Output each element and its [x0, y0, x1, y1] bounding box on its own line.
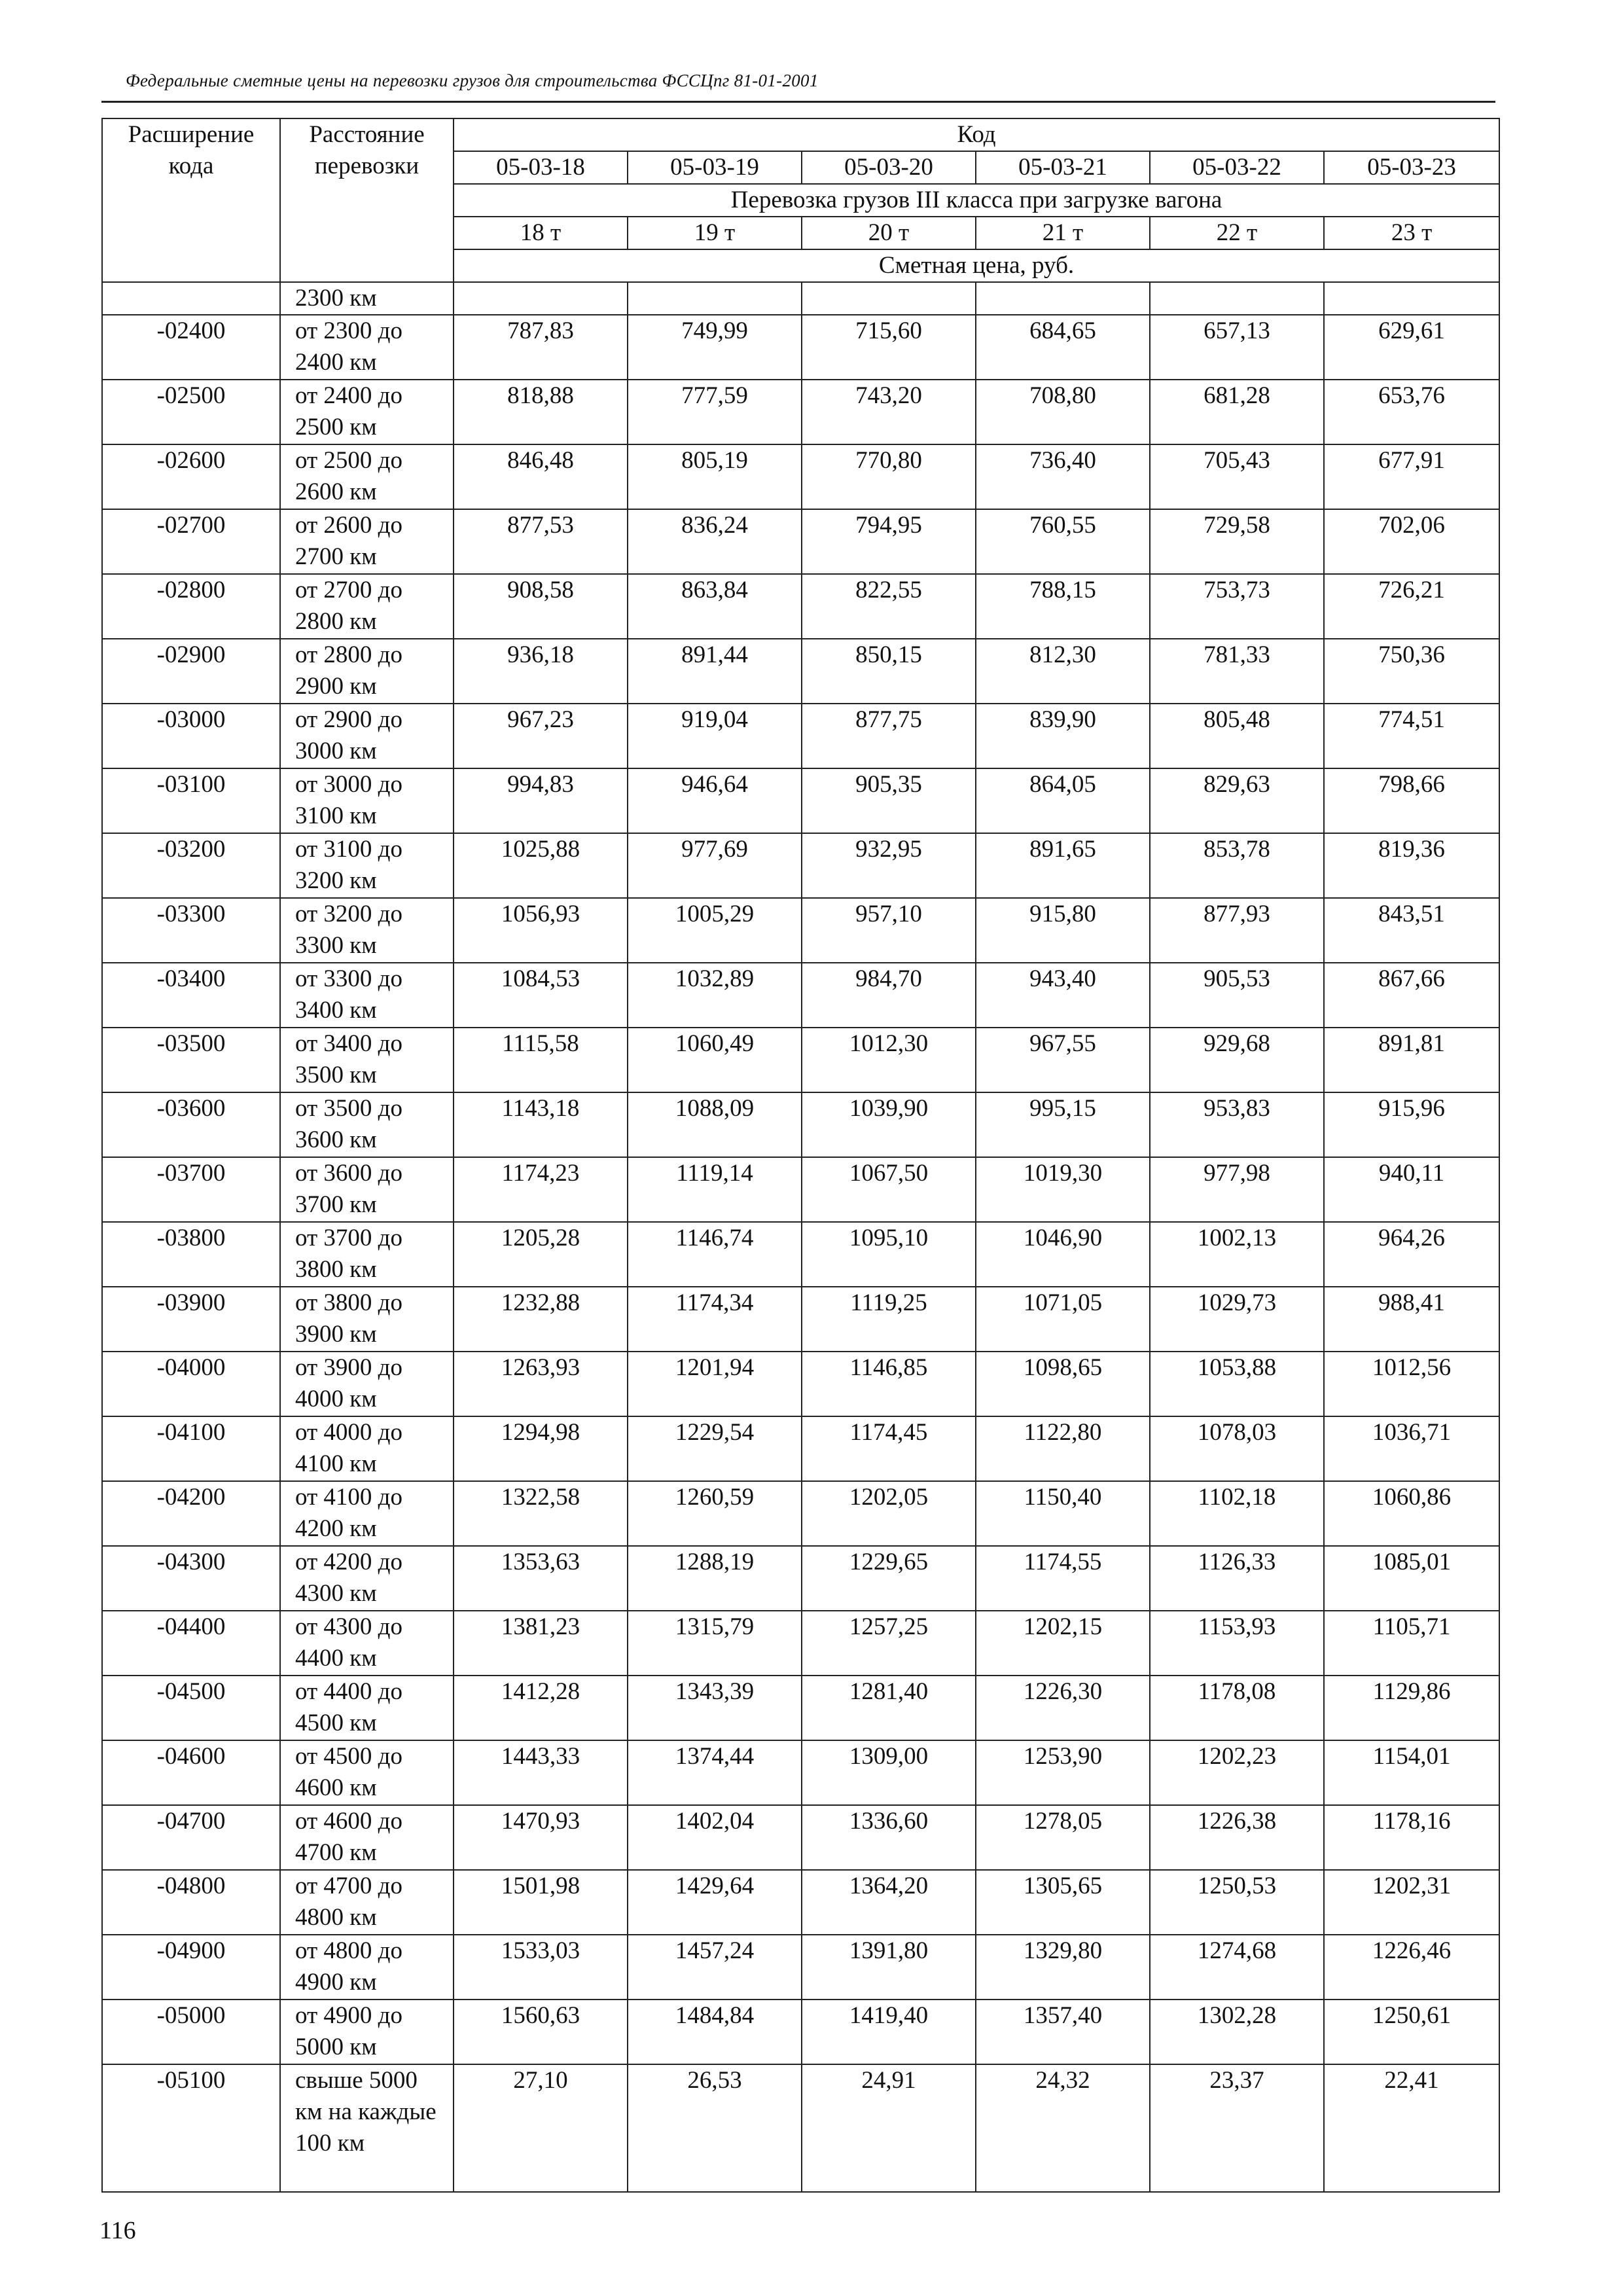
continuation-empty-cell [1324, 282, 1499, 315]
row-ext-code: -03600 [102, 1092, 280, 1157]
row-distance: от 2300 до 2400 км [280, 315, 454, 380]
row-price-cell: 753,73 [1150, 574, 1324, 639]
row-price-cell: 1122,80 [976, 1416, 1150, 1481]
row-price-cell: 1250,53 [1150, 1870, 1324, 1935]
row-distance: от 3600 до 3700 км [280, 1157, 454, 1222]
row-distance: от 3700 до 3800 км [280, 1222, 454, 1287]
running-head: Федеральные сметные цены на перевозки грузов для строительства ФССЦпг 81-01-2001 [126, 71, 819, 90]
row-price-cell: 915,80 [976, 898, 1150, 963]
header-load: 22 т [1150, 217, 1324, 249]
row-price-cell: 1232,88 [454, 1287, 628, 1352]
row-distance: от 2800 до 2900 км [280, 639, 454, 704]
row-price-cell: 1174,34 [628, 1287, 802, 1352]
row-price-cell: 681,28 [1150, 380, 1324, 444]
row-price-cell: 995,15 [976, 1092, 1150, 1157]
table-row [102, 2064, 1499, 2192]
row-distance: от 3200 до 3300 км [280, 898, 454, 963]
row-price-cell: 1226,38 [1150, 1805, 1324, 1870]
table-row [102, 444, 1499, 509]
table-row [102, 1546, 1499, 1611]
row-price-cell: 702,06 [1324, 509, 1499, 574]
row-ext-code: -02900 [102, 639, 280, 704]
row-price-cell: 1143,18 [454, 1092, 628, 1157]
row-price-cell: 788,15 [976, 574, 1150, 639]
row-price-cell: 1098,65 [976, 1352, 1150, 1416]
row-price-cell: 1278,05 [976, 1805, 1150, 1870]
row-price-cell: 1381,23 [454, 1611, 628, 1676]
header-code-label: Код [454, 118, 1499, 151]
table-row [102, 1676, 1499, 1740]
row-price-cell: 1060,49 [628, 1028, 802, 1092]
row-price-cell: 705,43 [1150, 444, 1324, 509]
row-price-cell: 770,80 [802, 444, 976, 509]
row-price-cell: 863,84 [628, 574, 802, 639]
row-distance: от 3900 до 4000 км [280, 1352, 454, 1416]
row-price-cell: 1202,23 [1150, 1740, 1324, 1805]
row-price-cell: 836,24 [628, 509, 802, 574]
row-ext-code: -04600 [102, 1740, 280, 1805]
row-price-cell: 877,53 [454, 509, 628, 574]
row-ext-code: -03200 [102, 833, 280, 898]
row-price-cell: 1174,23 [454, 1157, 628, 1222]
row-ext-code: -04800 [102, 1870, 280, 1935]
table-row [102, 1805, 1499, 1870]
row-price-cell: 736,40 [976, 444, 1150, 509]
row-price-cell: 1002,13 [1150, 1222, 1324, 1287]
row-price-cell: 27,10 [454, 2064, 628, 2192]
row-price-cell: 1046,90 [976, 1222, 1150, 1287]
row-distance: от 2500 до 2600 км [280, 444, 454, 509]
row-price-cell: 1253,90 [976, 1740, 1150, 1805]
row-price-cell: 919,04 [628, 704, 802, 768]
row-ext-code: -05100 [102, 2064, 280, 2192]
row-price-cell: 1457,24 [628, 1935, 802, 2000]
row-price-cell: 1005,29 [628, 898, 802, 963]
table-row [102, 509, 1499, 574]
row-distance: от 4100 до 4200 км [280, 1481, 454, 1546]
header-ext-col: Расширение кода [102, 118, 280, 282]
row-price-cell: 1119,14 [628, 1157, 802, 1222]
row-price-cell: 977,98 [1150, 1157, 1324, 1222]
row-price-cell: 839,90 [976, 704, 1150, 768]
table-row [102, 1416, 1499, 1481]
row-price-cell: 1178,16 [1324, 1805, 1499, 1870]
row-price-cell: 1281,40 [802, 1676, 976, 1740]
row-distance: от 2900 до 3000 км [280, 704, 454, 768]
row-price-cell: 1039,90 [802, 1092, 976, 1157]
row-price-cell: 915,96 [1324, 1092, 1499, 1157]
table-row [102, 2000, 1499, 2064]
row-price-cell: 932,95 [802, 833, 976, 898]
row-price-cell: 1084,53 [454, 963, 628, 1028]
row-price-cell: 891,65 [976, 833, 1150, 898]
row-price-cell: 1205,28 [454, 1222, 628, 1287]
table-row [102, 1092, 1499, 1157]
row-price-cell: 1032,89 [628, 963, 802, 1028]
table-row [102, 1352, 1499, 1416]
row-price-cell: 708,80 [976, 380, 1150, 444]
row-price-cell: 943,40 [976, 963, 1150, 1028]
row-price-cell: 829,63 [1150, 768, 1324, 833]
row-price-cell: 24,32 [976, 2064, 1150, 2192]
header-code: 05-03-21 [976, 151, 1150, 184]
header-price-label: Сметная цена, руб. [454, 249, 1499, 282]
row-distance: от 2400 до 2500 км [280, 380, 454, 444]
row-price-cell: 1154,01 [1324, 1740, 1499, 1805]
row-price-cell: 1115,58 [454, 1028, 628, 1092]
row-ext-code: -03900 [102, 1287, 280, 1352]
row-price-cell: 1305,65 [976, 1870, 1150, 1935]
table-row [102, 574, 1499, 639]
table-row [102, 1287, 1499, 1352]
table-row [102, 1481, 1499, 1546]
row-price-cell: 1309,00 [802, 1740, 976, 1805]
continuation-ext-cell [102, 282, 280, 315]
row-ext-code: -05000 [102, 2000, 280, 2064]
header-dist-col: Расстояние перевозки [280, 118, 454, 282]
table-row [102, 1611, 1499, 1676]
page-number: 116 [99, 2217, 136, 2244]
row-price-cell: 677,91 [1324, 444, 1499, 509]
row-price-cell: 1067,50 [802, 1157, 976, 1222]
row-price-cell: 964,26 [1324, 1222, 1499, 1287]
row-ext-code: -04100 [102, 1416, 280, 1481]
row-ext-code: -04900 [102, 1935, 280, 2000]
row-distance: от 2700 до 2800 км [280, 574, 454, 639]
row-ext-code: -04200 [102, 1481, 280, 1546]
row-distance: от 3300 до 3400 км [280, 963, 454, 1028]
row-price-cell: 1336,60 [802, 1805, 976, 1870]
row-price-cell: 23,37 [1150, 2064, 1324, 2192]
table-row [102, 315, 1499, 380]
row-distance: от 3500 до 3600 км [280, 1092, 454, 1157]
row-price-cell: 726,21 [1324, 574, 1499, 639]
row-price-cell: 653,76 [1324, 380, 1499, 444]
row-distance: от 4500 до 4600 км [280, 1740, 454, 1805]
row-price-cell: 1019,30 [976, 1157, 1150, 1222]
row-price-cell: 929,68 [1150, 1028, 1324, 1092]
row-ext-code: -02400 [102, 315, 280, 380]
row-price-cell: 1288,19 [628, 1546, 802, 1611]
continuation-row [102, 282, 1499, 315]
row-price-cell: 867,66 [1324, 963, 1499, 1028]
continuation-empty-cell [976, 282, 1150, 315]
row-price-cell: 1302,28 [1150, 2000, 1324, 2064]
row-price-cell: 1078,03 [1150, 1416, 1324, 1481]
row-price-cell: 1391,80 [802, 1935, 976, 2000]
row-distance: от 4800 до 4900 км [280, 1935, 454, 2000]
row-price-cell: 1353,63 [454, 1546, 628, 1611]
row-price-cell: 743,20 [802, 380, 976, 444]
continuation-empty-cell [454, 282, 628, 315]
row-price-cell: 1105,71 [1324, 1611, 1499, 1676]
row-price-cell: 1250,61 [1324, 2000, 1499, 2064]
price-table [101, 118, 1500, 2193]
row-price-cell: 26,53 [628, 2064, 802, 2192]
row-price-cell: 988,41 [1324, 1287, 1499, 1352]
row-distance: от 4900 до 5000 км [280, 2000, 454, 2064]
row-price-cell: 760,55 [976, 509, 1150, 574]
row-ext-code: -03100 [102, 768, 280, 833]
table-row [102, 1157, 1499, 1222]
row-distance: от 4400 до 4500 км [280, 1676, 454, 1740]
row-price-cell: 729,58 [1150, 509, 1324, 574]
row-price-cell: 1263,93 [454, 1352, 628, 1416]
row-price-cell: 1294,98 [454, 1416, 628, 1481]
row-price-cell: 946,64 [628, 768, 802, 833]
row-ext-code: -04400 [102, 1611, 280, 1676]
row-price-cell: 787,83 [454, 315, 628, 380]
table-row [102, 1028, 1499, 1092]
header-code: 05-03-23 [1324, 151, 1499, 184]
header-subtitle: Перевозка грузов III класса при загрузке вагона [454, 184, 1499, 217]
row-distance: от 4300 до 4400 км [280, 1611, 454, 1676]
row-price-cell: 1036,71 [1324, 1416, 1499, 1481]
row-ext-code: -04300 [102, 1546, 280, 1611]
row-price-cell: 1126,33 [1150, 1546, 1324, 1611]
row-price-cell: 891,81 [1324, 1028, 1499, 1092]
row-price-cell: 1357,40 [976, 2000, 1150, 2064]
row-price-cell: 1226,46 [1324, 1935, 1499, 2000]
table-row [102, 1935, 1499, 2000]
row-ext-code: -04500 [102, 1676, 280, 1740]
header-load: 20 т [802, 217, 976, 249]
row-price-cell: 1202,05 [802, 1481, 976, 1546]
row-ext-code: -02500 [102, 380, 280, 444]
row-price-cell: 774,51 [1324, 704, 1499, 768]
row-price-cell: 1364,20 [802, 1870, 976, 1935]
row-distance: от 2600 до 2700 км [280, 509, 454, 574]
row-price-cell: 1402,04 [628, 1805, 802, 1870]
row-price-cell: 1274,68 [1150, 1935, 1324, 2000]
row-price-cell: 1257,25 [802, 1611, 976, 1676]
row-price-cell: 1315,79 [628, 1611, 802, 1676]
row-price-cell: 1229,54 [628, 1416, 802, 1481]
row-price-cell: 1025,88 [454, 833, 628, 898]
row-price-cell: 777,59 [628, 380, 802, 444]
row-price-cell: 843,51 [1324, 898, 1499, 963]
header-code: 05-03-22 [1150, 151, 1324, 184]
row-price-cell: 984,70 [802, 963, 976, 1028]
row-ext-code: -03500 [102, 1028, 280, 1092]
row-ext-code: -02800 [102, 574, 280, 639]
row-price-cell: 794,95 [802, 509, 976, 574]
row-price-cell: 967,23 [454, 704, 628, 768]
table-row [102, 768, 1499, 833]
row-ext-code: -03400 [102, 963, 280, 1028]
row-price-cell: 750,36 [1324, 639, 1499, 704]
row-price-cell: 805,48 [1150, 704, 1324, 768]
row-distance: от 3000 до 3100 км [280, 768, 454, 833]
table-row [102, 704, 1499, 768]
table-row [102, 1870, 1499, 1935]
row-price-cell: 877,93 [1150, 898, 1324, 963]
row-price-cell: 1095,10 [802, 1222, 976, 1287]
row-price-cell: 1201,94 [628, 1352, 802, 1416]
continuation-dist-cell: 2300 км [280, 282, 454, 315]
row-price-cell: 819,36 [1324, 833, 1499, 898]
row-price-cell: 22,41 [1324, 2064, 1499, 2192]
row-price-cell: 953,83 [1150, 1092, 1324, 1157]
row-distance: от 4700 до 4800 км [280, 1870, 454, 1935]
row-price-cell: 629,61 [1324, 315, 1499, 380]
row-price-cell: 1178,08 [1150, 1676, 1324, 1740]
row-price-cell: 891,44 [628, 639, 802, 704]
row-price-cell: 967,55 [976, 1028, 1150, 1092]
row-price-cell: 684,65 [976, 315, 1150, 380]
row-price-cell: 905,53 [1150, 963, 1324, 1028]
row-price-cell: 1153,93 [1150, 1611, 1324, 1676]
header-load: 18 т [454, 217, 628, 249]
row-price-cell: 1174,55 [976, 1546, 1150, 1611]
row-ext-code: -03800 [102, 1222, 280, 1287]
row-price-cell: 957,10 [802, 898, 976, 963]
row-price-cell: 1029,73 [1150, 1287, 1324, 1352]
row-distance: от 4000 до 4100 км [280, 1416, 454, 1481]
row-price-cell: 1202,31 [1324, 1870, 1499, 1935]
row-price-cell: 864,05 [976, 768, 1150, 833]
row-ext-code: -04700 [102, 1805, 280, 1870]
row-price-cell: 853,78 [1150, 833, 1324, 898]
row-price-cell: 781,33 [1150, 639, 1324, 704]
row-price-cell: 1329,80 [976, 1935, 1150, 2000]
row-price-cell: 1419,40 [802, 2000, 976, 2064]
continuation-empty-cell [628, 282, 802, 315]
row-distance: от 4200 до 4300 км [280, 1546, 454, 1611]
row-price-cell: 1012,30 [802, 1028, 976, 1092]
row-price-cell: 1150,40 [976, 1481, 1150, 1546]
row-price-cell: 936,18 [454, 639, 628, 704]
table-row [102, 1740, 1499, 1805]
row-price-cell: 850,15 [802, 639, 976, 704]
row-price-cell: 749,99 [628, 315, 802, 380]
row-price-cell: 798,66 [1324, 768, 1499, 833]
row-price-cell: 1119,25 [802, 1287, 976, 1352]
row-price-cell: 877,75 [802, 704, 976, 768]
header-rule [101, 101, 1495, 103]
row-price-cell: 1088,09 [628, 1092, 802, 1157]
header-row-codes [102, 118, 1499, 151]
row-price-cell: 1560,63 [454, 2000, 628, 2064]
row-distance: свыше 5000 км на каждые 100 км [280, 2064, 454, 2192]
row-price-cell: 822,55 [802, 574, 976, 639]
header-load: 23 т [1324, 217, 1499, 249]
row-distance: от 3800 до 3900 км [280, 1287, 454, 1352]
row-ext-code: -02700 [102, 509, 280, 574]
row-price-cell: 1260,59 [628, 1481, 802, 1546]
row-price-cell: 1533,03 [454, 1935, 628, 2000]
row-price-cell: 1085,01 [1324, 1546, 1499, 1611]
row-price-cell: 1374,44 [628, 1740, 802, 1805]
row-price-cell: 715,60 [802, 315, 976, 380]
row-ext-code: -04000 [102, 1352, 280, 1416]
row-price-cell: 1174,45 [802, 1416, 976, 1481]
row-price-cell: 940,11 [1324, 1157, 1499, 1222]
table-row [102, 380, 1499, 444]
row-price-cell: 1060,86 [1324, 1481, 1499, 1546]
row-distance: от 4600 до 4700 км [280, 1805, 454, 1870]
row-price-cell: 1146,85 [802, 1352, 976, 1416]
row-ext-code: -03000 [102, 704, 280, 768]
row-price-cell: 1470,93 [454, 1805, 628, 1870]
row-ext-code: -03300 [102, 898, 280, 963]
row-price-cell: 846,48 [454, 444, 628, 509]
table-row [102, 833, 1499, 898]
row-distance: от 3400 до 3500 км [280, 1028, 454, 1092]
row-price-cell: 24,91 [802, 2064, 976, 2192]
row-ext-code: -02600 [102, 444, 280, 509]
row-price-cell: 1322,58 [454, 1481, 628, 1546]
row-price-cell: 1429,64 [628, 1870, 802, 1935]
row-price-cell: 1484,84 [628, 2000, 802, 2064]
row-price-cell: 994,83 [454, 768, 628, 833]
header-load: 19 т [628, 217, 802, 249]
continuation-empty-cell [802, 282, 976, 315]
row-price-cell: 1129,86 [1324, 1676, 1499, 1740]
row-price-cell: 1443,33 [454, 1740, 628, 1805]
row-price-cell: 1056,93 [454, 898, 628, 963]
table-row [102, 1222, 1499, 1287]
row-price-cell: 1053,88 [1150, 1352, 1324, 1416]
row-price-cell: 977,69 [628, 833, 802, 898]
header-code: 05-03-19 [628, 151, 802, 184]
row-ext-code: -03700 [102, 1157, 280, 1222]
row-price-cell: 1071,05 [976, 1287, 1150, 1352]
header-code: 05-03-18 [454, 151, 628, 184]
row-price-cell: 1412,28 [454, 1676, 628, 1740]
row-price-cell: 657,13 [1150, 315, 1324, 380]
row-price-cell: 1501,98 [454, 1870, 628, 1935]
row-price-cell: 1102,18 [1150, 1481, 1324, 1546]
header-code: 05-03-20 [802, 151, 976, 184]
row-price-cell: 1226,30 [976, 1676, 1150, 1740]
row-price-cell: 805,19 [628, 444, 802, 509]
row-price-cell: 1146,74 [628, 1222, 802, 1287]
row-price-cell: 1202,15 [976, 1611, 1150, 1676]
row-price-cell: 818,88 [454, 380, 628, 444]
row-price-cell: 908,58 [454, 574, 628, 639]
table-row [102, 963, 1499, 1028]
header-load: 21 т [976, 217, 1150, 249]
row-distance: от 3100 до 3200 км [280, 833, 454, 898]
table-row [102, 898, 1499, 963]
continuation-empty-cell [1150, 282, 1324, 315]
row-price-cell: 812,30 [976, 639, 1150, 704]
row-price-cell: 1012,56 [1324, 1352, 1499, 1416]
row-price-cell: 1343,39 [628, 1676, 802, 1740]
row-price-cell: 905,35 [802, 768, 976, 833]
row-price-cell: 1229,65 [802, 1546, 976, 1611]
table-row [102, 639, 1499, 704]
